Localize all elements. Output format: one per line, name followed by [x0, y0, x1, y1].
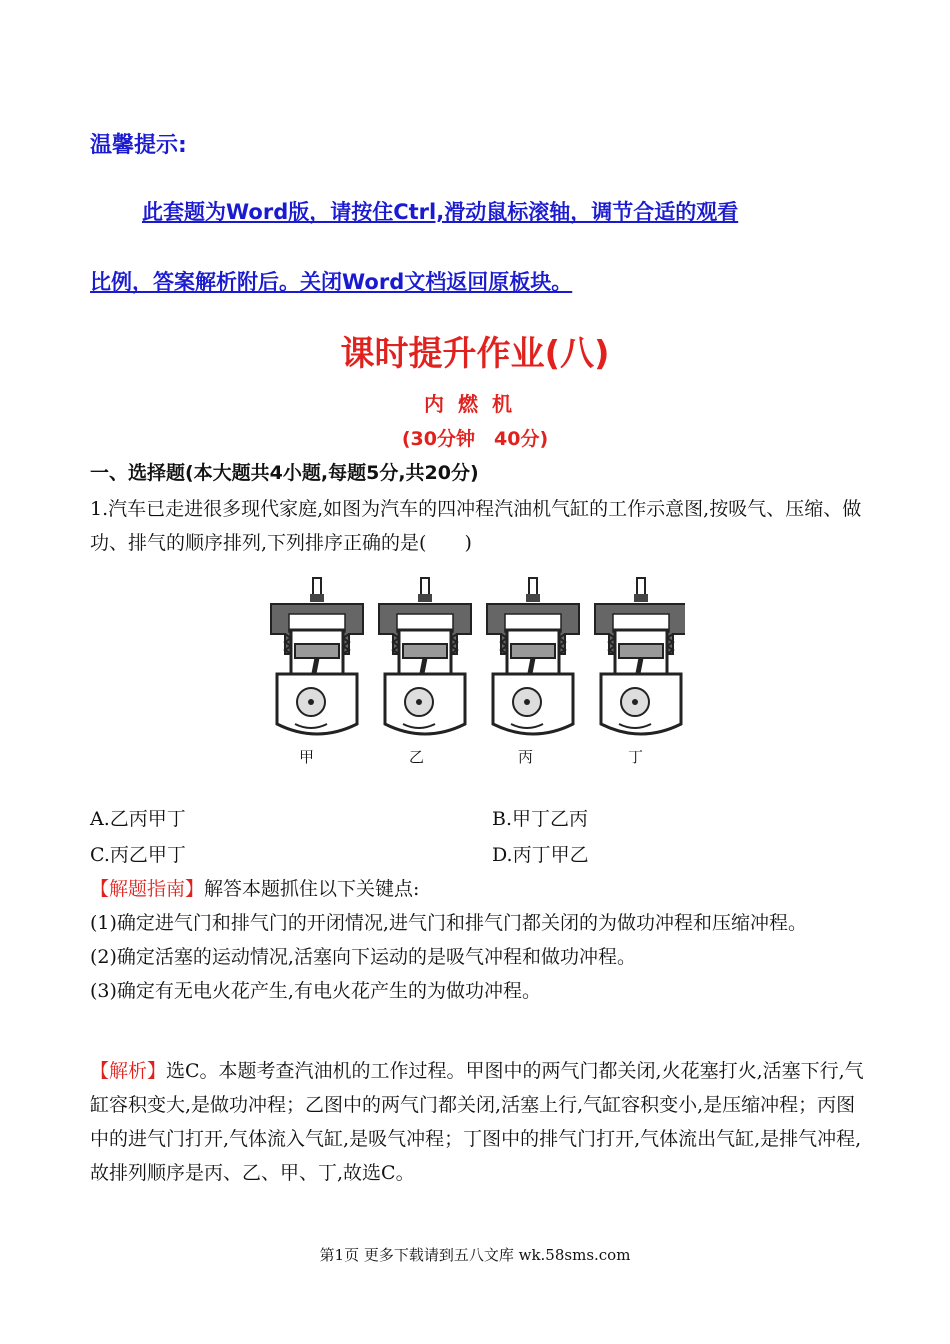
guide-point-3: (3)确定有无电火花产生,有电火花产生的为做功冲程。 — [90, 980, 541, 1002]
page-subtitle: 内燃机 — [424, 392, 526, 416]
option-a: A.乙丙甲丁 — [90, 808, 186, 830]
engine-bing — [487, 578, 579, 734]
guide-block — [90, 872, 870, 1008]
figure-label-jia: 甲 — [299, 748, 315, 766]
tip-line-1: 此套题为Word版，请按住Ctrl,滑动鼠标滚轴，调节合适的观看 — [142, 200, 739, 224]
figure-label-bing: 丙 — [518, 748, 534, 766]
guide-point-2: (2)确定活塞的运动情况,活塞向下运动的是吸气冲程和做功冲程。 — [90, 946, 636, 968]
analysis-tag: 【解析】 — [90, 1060, 167, 1082]
section-heading: 一、选择题(本大题共4小题,每题5分,共20分) — [90, 462, 479, 484]
guide-tag: 【解题指南】 — [90, 878, 205, 900]
option-c: C.丙乙甲丁 — [90, 844, 186, 866]
engine-strokes-figure — [265, 574, 685, 774]
question-1-text: 1.汽车已走进很多现代家庭,如图为汽车的四冲程汽油机气缸的工作示意图,按吸气、压缩、做功、排气的顺序排列,下列排序正确的是( ) — [90, 498, 862, 554]
tip-title: 温馨提示: — [90, 133, 187, 158]
page-footer: 第1页 更多下载请到五八文库 wk.58sms.com — [319, 1246, 631, 1264]
page-title: 课时提升作业(八) — [340, 334, 610, 374]
analysis-block — [90, 1054, 870, 1190]
figure-label-yi: 乙 — [409, 748, 425, 766]
figure-label-ding: 丁 — [628, 748, 644, 766]
engine-yi — [379, 578, 471, 734]
option-b: B.甲丁乙丙 — [492, 808, 589, 830]
engine-ding — [595, 578, 685, 734]
guide-point-1: (1)确定进气门和排气门的开闭情况,进气门和排气门都关闭的为做功冲程和压缩冲程。 — [90, 912, 807, 934]
analysis-text: 选C。本题考查汽油机的工作过程。甲图中的两气门都关闭,火花塞打火,活塞下行,气缸容积变大,是做功冲程；乙图中的两气门都关闭,活塞上行,气缸容积变小,是压缩冲程；丙图中的进气门打开,气体流入气缸,是吸气冲程；丁图中的排气门打开,气体流出气缸,是排气冲程,故排列顺序是丙、乙、甲、丁,故选C。 — [90, 1060, 864, 1184]
time-score: (30分钟 40分) — [401, 428, 549, 450]
tip-line-2: 比例，答案解析附后。关闭Word文档返回原板块。 — [90, 270, 573, 294]
option-d: D.丙丁甲乙 — [492, 844, 589, 866]
engine-jia — [271, 578, 363, 734]
guide-intro: 解答本题抓住以下关键点: — [204, 878, 420, 900]
